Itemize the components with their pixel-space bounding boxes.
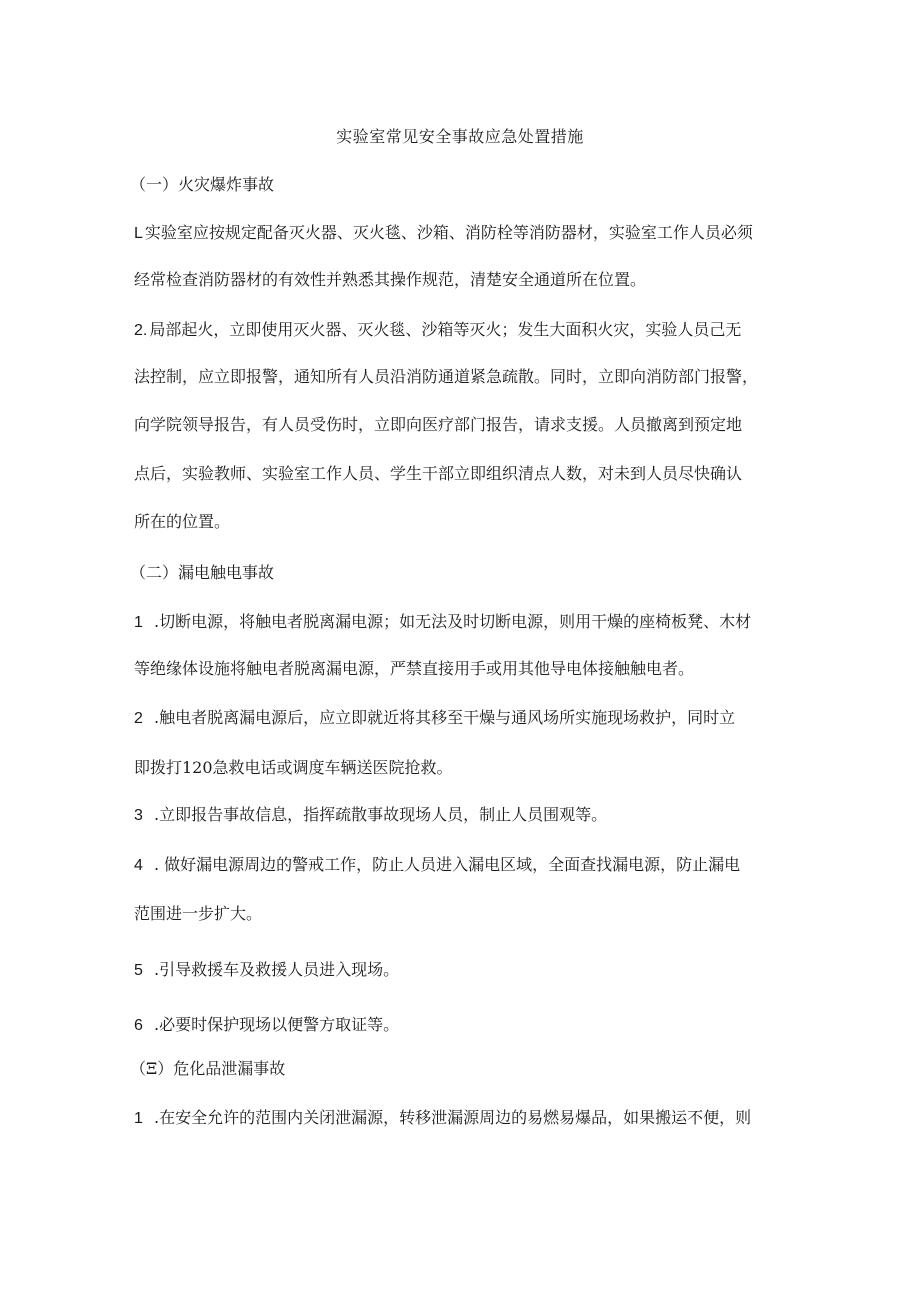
item-number: 3 — [134, 807, 143, 824]
item-number: L — [134, 225, 143, 242]
paragraph-line — [134, 958, 399, 983]
paragraph-line — [134, 318, 741, 343]
paragraph-line — [134, 610, 751, 635]
paragraph-line: 法控制，应立即报警，通知所有人员沿消防通道紧急疏散。同时，立即向消防部门报警， — [134, 367, 759, 386]
paragraph-line: 即拨打120急救电话或调度车辆送医院抢救。 — [134, 758, 453, 777]
item-number: 2 — [134, 710, 143, 727]
item-text: 局部起火，立即使用灭火器、灭火毯、沙箱等灭火；发生大面积火灾，实验人员己无 — [149, 320, 742, 339]
paragraph-line: 范围进一步扩大。 — [134, 904, 263, 923]
paragraph-line — [134, 1106, 751, 1131]
item-number: 1 — [134, 1110, 143, 1127]
paragraph-line — [134, 1013, 399, 1038]
paragraph-line: 向学院领导报告，有人员受伤时，立即向医疗部门报告，请求支援。人员撤离到预定地 — [134, 415, 743, 434]
paragraph-line: 所在的位置。 — [134, 512, 231, 531]
item-number: 1 — [134, 614, 143, 631]
paragraph-line: 经常检查消防器材的有效性并熟悉其操作规范，清楚安全通道所在位置。 — [134, 270, 647, 289]
page-title: 实验室常见安全事故应急处置措施 — [336, 127, 584, 146]
paragraph-line — [134, 803, 607, 828]
item-text: .立即报告事故信息，指挥疏散事故现场人员，制止人员围观等。 — [154, 805, 608, 824]
item-text: .引导救援车及救援人员进入现场。 — [154, 960, 400, 979]
paragraph-line: 点后，实验教师、实验室工作人员、学生干部立即组织清点人数，对未到人员尽快确认 — [134, 464, 743, 483]
item-number: 5 — [134, 962, 143, 979]
item-number: 4 — [134, 857, 143, 874]
item-number: 2. — [134, 322, 148, 339]
item-number: 6 — [134, 1017, 143, 1034]
item-text: . 做好漏电源周边的警戒工作，防止人员进入漏电区域，全面查找漏电源，防止漏电 — [154, 855, 741, 874]
item-text: .必要时保护现场以便警方取证等。 — [154, 1015, 400, 1034]
paragraph-line — [134, 221, 753, 246]
item-text: .在安全允许的范围内关闭泄漏源，转移泄漏源周边的易燃易爆品，如果搬运不便，则 — [154, 1108, 752, 1127]
section-heading-electric: （二）漏电触电事故 — [130, 563, 275, 582]
paragraph-line — [134, 853, 740, 878]
section-heading-fire: （一）火灾爆炸事故 — [130, 175, 275, 194]
item-text: 实验室应按规定配备灭火器、灭火毯、沙箱、消防栓等消防器材，实验室工作人员必须 — [144, 223, 753, 242]
section-heading-chemical: （Ξ）危化品泄漏事故 — [130, 1059, 286, 1078]
item-text: .触电者脱离漏电源后，应立即就近将其移至干燥与通风场所实施现场救护，同时立 — [154, 708, 736, 727]
paragraph-line: 等绝缘体设施将触电者脱离漏电源，严禁直接用手或用其他导电体接触触电者。 — [134, 659, 695, 678]
paragraph-line — [134, 706, 735, 731]
item-text: .切断电源，将触电者脱离漏电源；如无法及时切断电源，则用干燥的座椅板凳、木材 — [154, 612, 752, 631]
